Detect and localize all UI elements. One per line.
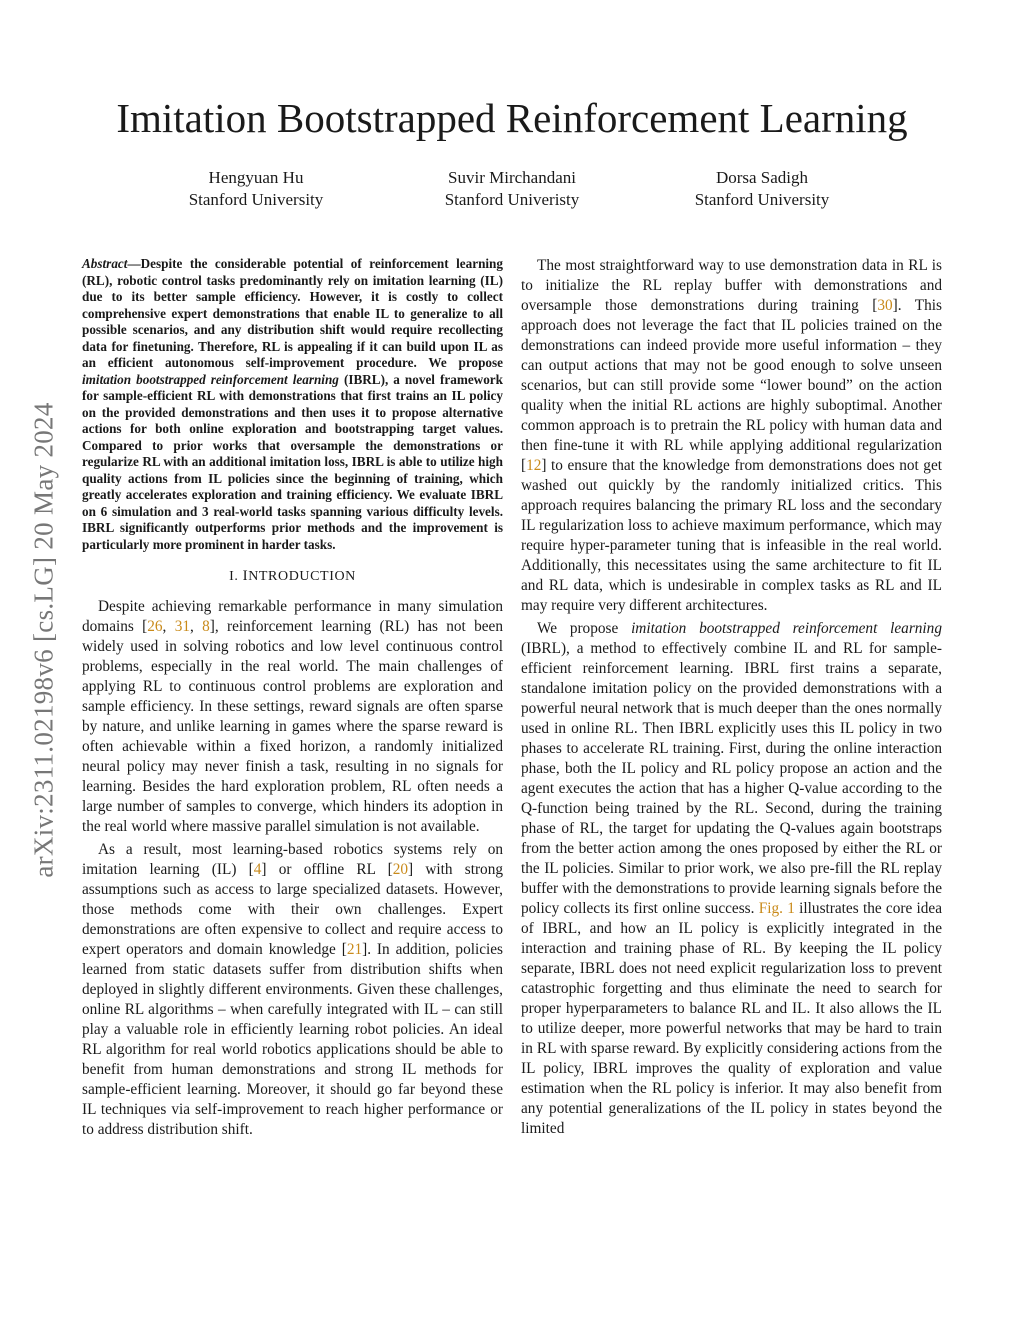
abstract-label: Abstract: [82, 256, 128, 271]
citation-link[interactable]: 21: [346, 941, 363, 958]
abstract: [82, 256, 503, 553]
paragraph-text: Despite achieving remarkable performance in many simulation domains [: [82, 598, 503, 635]
citation-separator: ,: [189, 618, 203, 635]
citation-link[interactable]: 20: [392, 861, 409, 878]
paragraph-text: As a result, most learning-based robotics systems rely on imitation learning (IL) [: [82, 841, 503, 878]
section-title-initial: I: [242, 568, 249, 584]
paragraph: [82, 840, 503, 1140]
citation-link[interactable]: 31: [174, 618, 190, 635]
abstract-text: (IBRL), a novel framework for sample-efficient RL with demonstrations that first trains an IL policy on the provided demonstrations and then uses it to propose alternative actions for both online exploration and bootstrapping target values. Compared to prior works that oversample the demonstrations or regularize RL with an additional imitation loss, IBRL is able to utilize high quality actions from IL policies since the beginning of training, which greatly accelerates exploration and training efficiency. We evaluate IBRL on 6 simulation and 3 real-world tasks spanning various difficulty levels. IBRL significantly outperforms prior methods and the improvement is particularly more prominent in harder tasks.: [82, 371, 503, 552]
citation-link[interactable]: 12: [526, 457, 542, 474]
paragraph-text: ]. This approach does not leverage the fact that IL policies trained on the demonstrations can indeed provide more useful information – they can output actions that may not be good enough to solve unseen scenarios, but can still provide some “lower bound” on the action quality when the initial RL actions are highly suboptimal. Another common approach is to pretrain the RL policy with human data and then fine-tune it with RL while applying additional regularization [: [521, 297, 942, 474]
paragraph: [82, 597, 503, 837]
arxiv-identifier: [22, 345, 66, 935]
author-affiliation: Stanford Univeristy: [444, 190, 580, 209]
paper-title: Imitation Bootstrapped Reinforcement Learning: [116, 95, 908, 141]
paragraph: [521, 256, 942, 616]
author-block: [136, 167, 376, 211]
citation-separator: ,: [162, 618, 175, 635]
abstract-text: Despite the considerable potential of reinforcement learning (RL), robotic control tasks predominantly rely on imitation learning (IL) due to its better sample efficiency. However, it is costly to collect comprehensive expert demonstrations that enable IL to generalize to all possible scenarios, and any distribution shift would require recollecting data for finetuning. Therefore, RL is appealing if it can build upon IL as an efficient autonomous self-improvement procedure. We propose: [82, 256, 503, 370]
emphasized-term: imitation bootstrapped reinforcement learning: [631, 620, 942, 637]
paragraph-text: ] with strong assumptions such as access to large specialized datasets. However, those methods come with their own challenges. Expert demonstrations are often expensive to collect and require access to expert operators and domain knowledge [: [82, 861, 503, 958]
author-block: [392, 167, 632, 211]
citation-link[interactable]: 4: [253, 861, 262, 878]
paragraph: [521, 619, 942, 1139]
paragraph-text: ], reinforcement learning (RL) has not been widely used in solving robotics and low level continuous control problems, especially in the real world. The main challenges of applying RL to continuous control problems are exploration and sample efficiency. In these settings, reward signals are often sparse by nature, and unlike learning in games where the sparse reward is often achievable within a fixed horizon, a randomly initialized neural policy may never finish a task, resulting in no signals for learning. Besides the hard exploration problem, RL often needs a large number of samples to converge, which hinders its adoption in the real world where massive parallel simulation is not available.: [82, 618, 503, 835]
right-column: [521, 256, 942, 1142]
citation-link[interactable]: 26: [147, 618, 163, 635]
author-affiliation: Stanford University: [188, 190, 324, 209]
paragraph-text: We propose: [537, 620, 632, 637]
author-name: Dorsa Sadigh: [715, 168, 809, 187]
abstract-dash: —: [127, 256, 141, 271]
paragraph-text: ] to ensure that the knowledge from demonstrations does not get washed out quickly by the randomly initialized critics. This approach requires balancing the primary RL loss and the secondary IL regularization loss to achieve maximum performance, which may require hyper-parameter tuning that is infeasible in the real world. Additionally, this necessitates using the same architecture to fit IL and RL data, which is undesirable in complex tasks as RL and IL may require very different architectures.: [521, 457, 942, 614]
figure-reference-link[interactable]: Fig. 1: [758, 900, 795, 917]
section-number: I.: [229, 569, 239, 584]
left-column: [82, 256, 503, 1143]
abstract-term: imitation bootstrapped reinforcement learning: [82, 371, 339, 387]
section-heading: [82, 566, 503, 587]
paragraph-text: illustrates the core idea of IBRL, and how an IL policy is explicitly integrated in the interaction and training phase of RL. By keeping the IL policy separate, IBRL does not need explicit regularization loss to prevent catastrophic forgetting and thus eliminate the need to search for proper hyperparameters to balance RL and IL. It also allows the IL to utilize deeper, more powerful networks that may be hard to train in RL with sparse reward. By explicitly considering actions from the IL policy, IBRL improves the quality of exploration and value estimation when the RL policy is inferior. It may also benefit from any potential generalizations of the IL policy in states beyond the limited: [521, 900, 943, 1137]
citation-link[interactable]: 8: [202, 618, 210, 635]
arxiv-id-text: arXiv:2311.02198v6 [cs.LG] 20 May 2024: [28, 402, 59, 878]
author-name: Hengyuan Hu: [208, 168, 304, 187]
paragraph-text: ] or offline RL [: [261, 861, 393, 878]
author-name: Suvir Mirchandani: [448, 168, 576, 187]
author-block: [642, 167, 882, 211]
author-affiliation: Stanford University: [694, 190, 830, 209]
paragraph-text: (IBRL), a method to effectively combine IL and RL for sample-efficient reinforcement learning. IBRL first trains a separate, standalone imitation policy on the provided demonstrations with a powerful neural network that is much deeper than the ones normally used in online RL. Then IBRL explicitly uses this IL policy in two phases to accelerate RL training. First, during the online interaction phase, both the IL policy and RL policy propose an action and the agent executes the action that has a higher Q-value according to the Q-function being trained by the RL. Second, during the training phase of RL, the target for updating the Q-values again bootstraps from the better action among the ones proposed by either the RL or the IL policies. Similar to prior work, we also pre-fill the RL replay buffer with the demonstrations to provide learning signals before the policy collects its first online success.: [521, 640, 942, 917]
paragraph-text: The most straightforward way to use demonstration data in RL is to initialize the RL replay buffer with demonstrations and oversample those demonstrations during training [: [521, 257, 942, 314]
section-title-rest: NTRODUCTION: [248, 569, 356, 584]
paragraph-text: ]. In addition, policies learned from static datasets suffer from distribution shifts when deployed in slightly different environments. Given these challenges, online RL algorithms – when carefully integrated with IL – can still play a valuable role in efficiently learning robot policies. An ideal RL algorithm for real world robotics applications should be able to benefit from human demonstrations and strong IL methods for sample-efficient learning. Moreover, it should go far beyond these IL techniques via self-improvement to reach higher performance or to address distribution shift.: [82, 941, 503, 1138]
citation-link[interactable]: 30: [877, 297, 893, 314]
